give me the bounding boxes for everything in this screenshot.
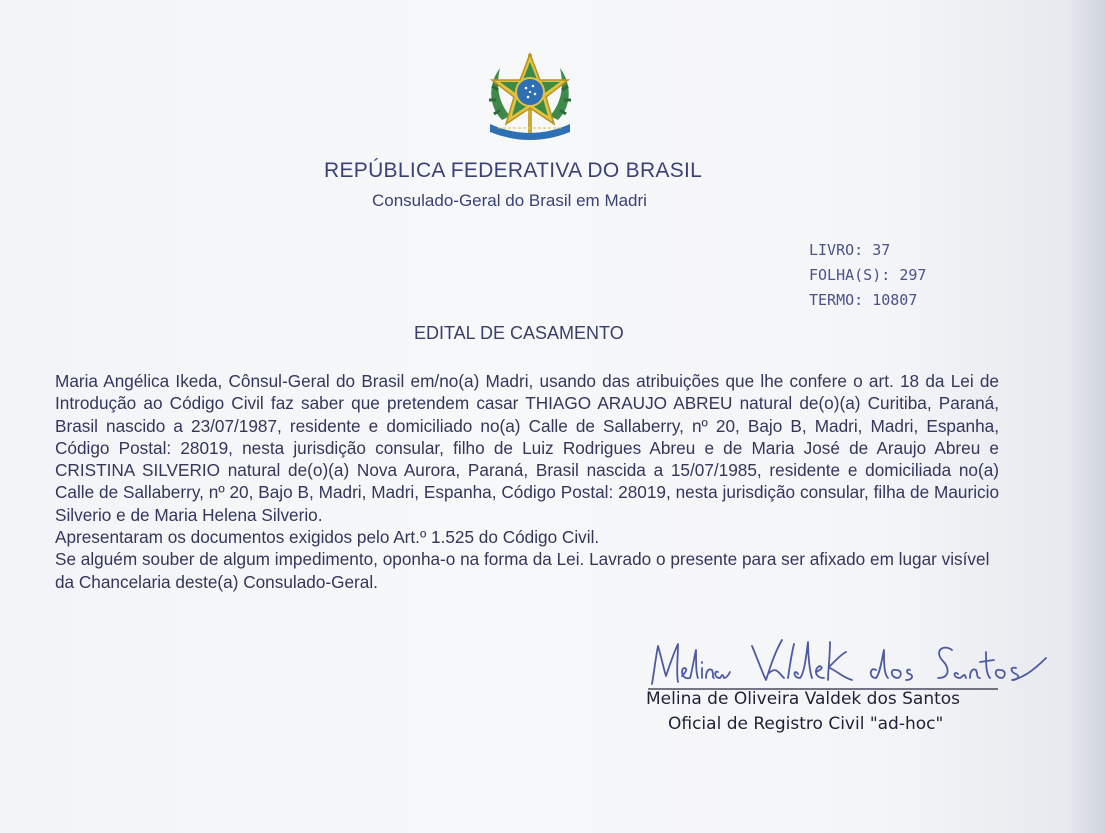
coat-of-arms-icon bbox=[484, 50, 576, 140]
termo-value: 10807 bbox=[872, 291, 918, 309]
signatory-role: Oficial de Registro Civil "ad-hoc" bbox=[668, 714, 944, 734]
body-paragraph-announcement: Maria Angélica Ikeda, Cônsul-Geral do Brasil em/no(a) Madri, usando das atribuições que lhe confere o art. 18 da Lei de Introdução ao Código Civil faz saber que pretendem casar THIAGO ARAUJO ABREU natural de(o)(a) Curitiba, Paraná, Brasil nascido a 23/07/1987, residente e domiciliado no(a) Calle de Sallaberry, nº 20, Bajo B, Madri, Madri, Espanha, Código Postal: 28019, nesta jurisdição consular, filho de Luiz Rodrigues Abreu e de Maria José de Araujo Abreu e CRISTINA SILVERIO natural de(o)(a) Nova Aurora, Paraná, Brasil nascida a 15/07/1985, residente e domiciliada no(a) Calle de Sallaberry, nº 20, Bajo B, Madri, Madri, Espanha, Código Postal: 28019, nesta jurisdição consular, filha de Mauricio Silverio e de Maria Helena Silverio. bbox=[55, 371, 999, 525]
registry-termo bbox=[809, 288, 926, 313]
registry-livro bbox=[809, 238, 926, 263]
page-title: REPÚBLICA FEDERATIVA DO BRASIL bbox=[324, 159, 703, 182]
livro-label: LIVRO: bbox=[809, 241, 864, 259]
document-heading: EDITAL DE CASAMENTO bbox=[414, 323, 624, 343]
signatory-name: Melina de Oliveira Valdek dos Santos bbox=[646, 689, 961, 709]
consulate-subtitle: Consulado-Geral do Brasil em Madri bbox=[372, 191, 647, 210]
registry-folha bbox=[809, 263, 926, 288]
document-body bbox=[55, 370, 999, 593]
folha-value: 297 bbox=[899, 266, 927, 284]
termo-label: TERMO: bbox=[809, 291, 864, 309]
registry-block bbox=[809, 238, 926, 313]
handwritten-signature bbox=[648, 632, 1078, 694]
body-paragraph-impediment: Se alguém souber de algum impedimento, oponha-o na forma da Lei. Lavrado o presente para ser afixado em lugar visível da Chancelaria deste(a) Consulado-Geral. bbox=[55, 549, 990, 592]
body-paragraph-documents: Apresentaram os documentos exigidos pelo Art.º 1.525 do Código Civil. bbox=[55, 527, 600, 548]
page-edge-shadow bbox=[1066, 0, 1106, 833]
livro-value: 37 bbox=[872, 241, 891, 259]
folha-label: FOLHA(S): bbox=[809, 266, 891, 284]
